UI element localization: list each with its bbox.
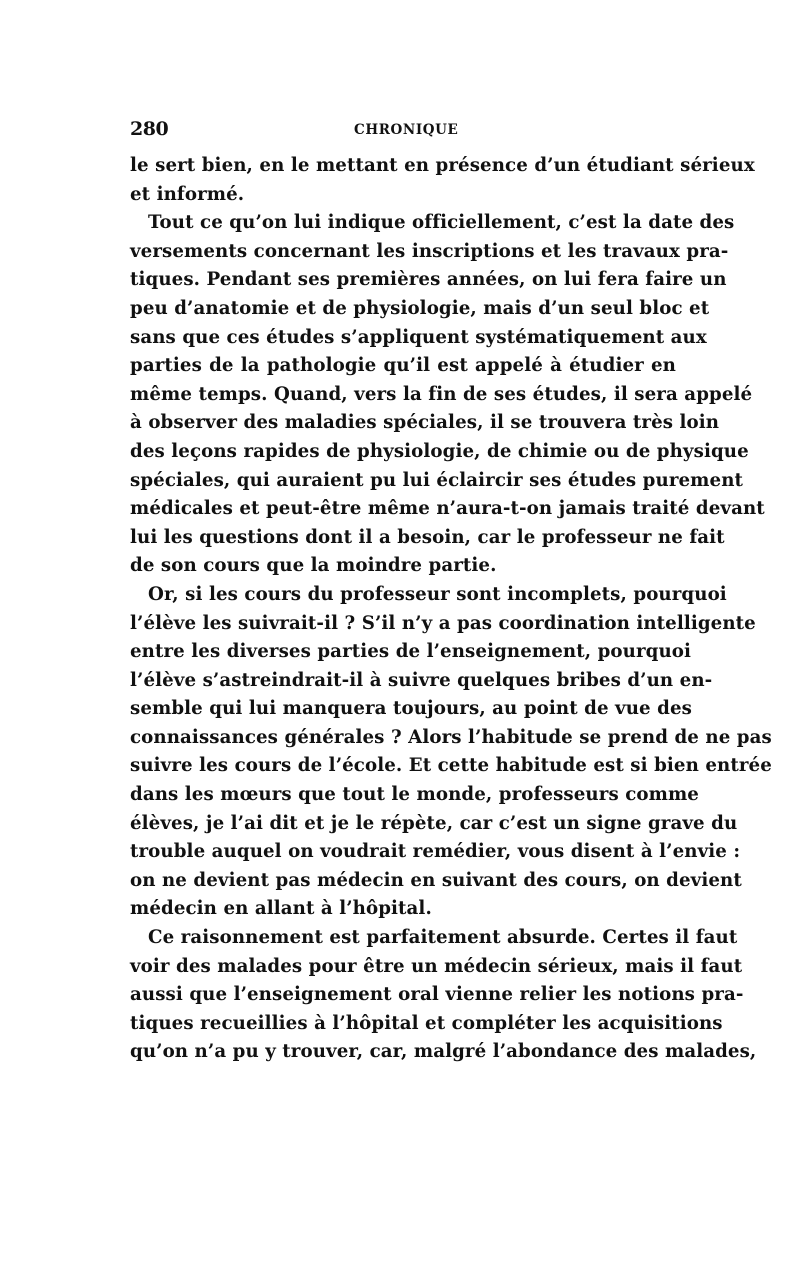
text-line: Or, si les cours du professeur sont incomplets, pourquoi: [148, 583, 727, 605]
text-line: semble qui lui manquera toujours, au point de vue des: [130, 698, 692, 720]
text-line: élèves, je l’ai dit et je le répète, car c’est un signe grave du: [130, 812, 738, 834]
text-line: voir des malades pour être un médecin sérieux, mais il faut: [130, 955, 743, 977]
text-line: aussi que l’enseignement oral vienne relier les notions pra-: [130, 984, 744, 1006]
text-line: spéciales, qui auraient pu lui éclaircir ses études purement: [130, 469, 744, 491]
text-line: sans que ces études s’appliquent systématiquement aux: [130, 326, 707, 348]
text-line: suivre les cours de l’école. Et cette habitude est si bien entrée: [130, 755, 772, 777]
page-header: [130, 118, 676, 144]
text-line: lui les questions dont il a besoin, car le professeur ne fait: [130, 526, 725, 548]
text-line: de son cours que la moindre partie.: [130, 555, 497, 577]
text-line: l’élève les suivrait-il ? S’il n’y a pas coordination intelligente: [130, 612, 756, 634]
text-line: médecin en allant à l’hôpital.: [130, 898, 432, 920]
text-line: et informé.: [130, 183, 245, 205]
text-line: le sert bien, en le mettant en présence d’un étudiant sérieux: [130, 155, 755, 176]
text-line: peu d’anatomie et de physiologie, mais d’un seul bloc et: [130, 297, 710, 319]
text-line: dans les mœurs que tout le monde, professeurs comme: [130, 784, 699, 806]
text-line: connaissances générales ? Alors l’habitude se prend de ne pas: [130, 726, 772, 748]
text-line: qu’on n’a pu y trouver, car, malgré l’abondance des malades,: [130, 1041, 757, 1063]
text-line: tiques recueillies à l’hôpital et compléter les acquisitions: [130, 1012, 723, 1034]
text-line: parties de la pathologie qu’il est appelé à étudier en: [130, 355, 676, 377]
page-number: 280: [130, 118, 169, 140]
text-line: entre les diverses parties de l’enseignement, pourquoi: [130, 641, 692, 663]
text-line: des leçons rapides de physiologie, de chimie ou de physique: [130, 440, 749, 462]
running-title: CHRONIQUE: [354, 122, 459, 138]
text-line: trouble auquel on voudrait remédier, vous disent à l’envie :: [130, 841, 741, 863]
text-line: Tout ce qu’on lui indique officiellement, c’est la date des: [148, 212, 735, 234]
text-line: à observer des maladies spéciales, il se trouvera très loin: [130, 412, 720, 434]
text-line: même temps. Quand, vers la fin de ses études, il sera appelé: [130, 383, 753, 405]
text-line: médicales et peut-être même n’aura-t-on jamais traité devant: [130, 498, 765, 520]
body-text: [130, 152, 772, 1067]
text-line: l’élève s’astreindrait-il à suivre quelques bribes d’un en-: [130, 669, 713, 691]
text-line: versements concernant les inscriptions et les travaux pra-: [130, 240, 729, 262]
text-line: on ne devient pas médecin en suivant des cours, on devient: [130, 869, 742, 891]
text-line: tiques. Pendant ses premières années, on lui fera faire un: [130, 269, 727, 291]
text-line: Ce raisonnement est parfaitement absurde. Certes il faut: [148, 927, 738, 949]
